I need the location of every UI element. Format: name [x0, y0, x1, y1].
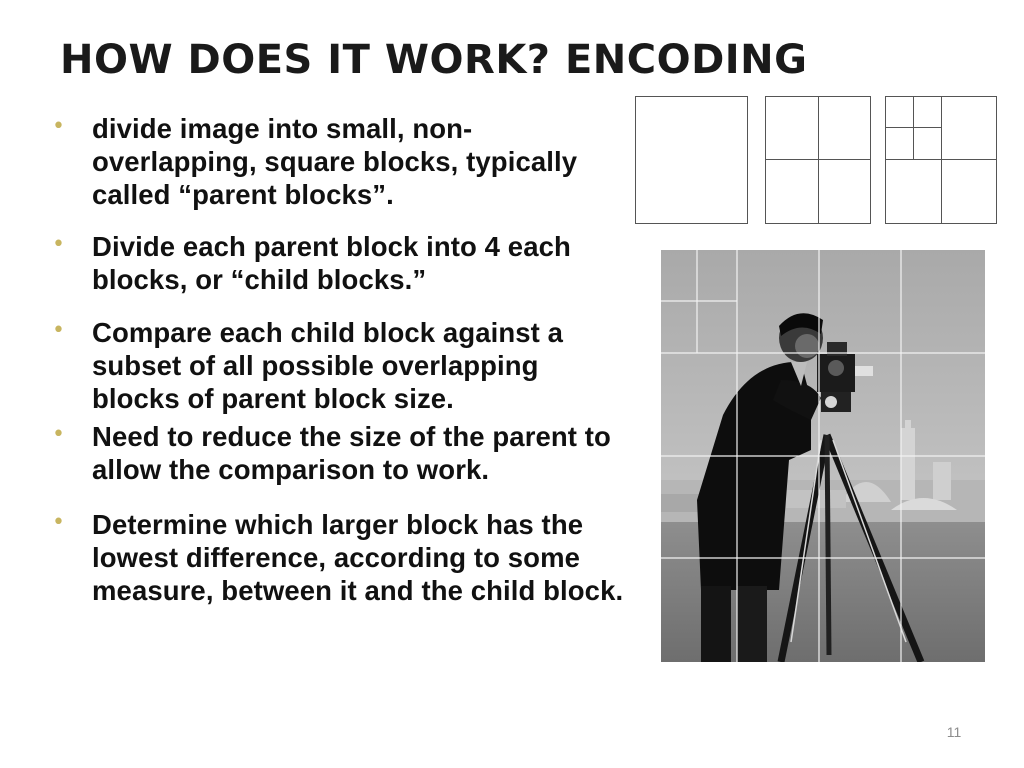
bullet-dot-icon: •	[52, 232, 65, 257]
bullet-text: Divide each parent block into 4 each blocks, or “child blocks.”	[92, 231, 571, 295]
partition-diagram-subdivided	[885, 96, 997, 224]
bullet-text: Compare each child block against a subset of all possible overlapping blocks of parent block size.	[92, 317, 564, 414]
bullet-dot-icon: •	[52, 114, 65, 139]
bullet-text: divide image into small, non-overlapping, square blocks, typically called “parent blocks”.	[92, 113, 578, 210]
page-number: 11	[946, 724, 962, 740]
bullet-dot-icon: •	[52, 318, 65, 343]
bullet-item	[52, 230, 632, 296]
bullet-text: Need to reduce the size of the parent to allow the comparison to work.	[92, 421, 611, 485]
bullet-item	[52, 112, 632, 211]
slide-title: HOW DOES IT WORK? ENCODING	[60, 37, 808, 83]
bullet-item	[52, 508, 632, 607]
partition-diagram-quadrants	[765, 96, 871, 224]
bullet-dot-icon: •	[52, 422, 65, 447]
bullet-item	[52, 420, 632, 486]
bullet-text: Determine which larger block has the lowest difference, according to some measure, between it and the child block.	[92, 509, 624, 606]
bullet-item	[52, 316, 632, 415]
cameraman-image	[661, 250, 985, 662]
block-grid-overlay	[661, 250, 985, 662]
partition-diagram-whole	[635, 96, 748, 224]
bullet-dot-icon: •	[52, 510, 65, 535]
